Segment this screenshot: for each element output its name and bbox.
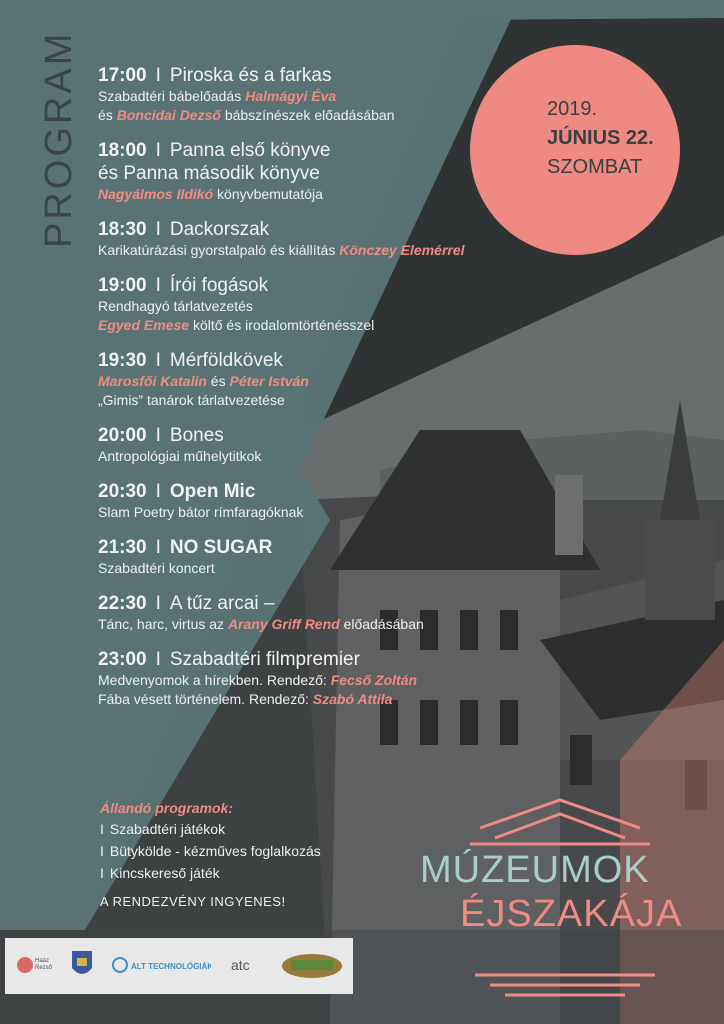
permanent-item-label: Szabadtéri játékok xyxy=(109,821,226,837)
description-text: Tánc, harc, virtus az xyxy=(98,616,228,632)
performer-name: Halmágyi Éva xyxy=(245,88,337,104)
separator: I xyxy=(155,275,161,296)
program-title: Open Mic xyxy=(169,481,256,502)
program-item xyxy=(98,424,538,466)
date-weekday: SZOMBAT xyxy=(547,156,643,178)
program-title: Piroska és a farkas xyxy=(169,65,332,86)
program-description xyxy=(98,615,538,634)
program-item xyxy=(98,536,538,578)
performer-name: Fecső Zoltán xyxy=(330,672,418,688)
program-time: 17:00 xyxy=(98,65,147,86)
permanent-item xyxy=(100,862,321,884)
event-title-line2: ÉJSZAKÁJA xyxy=(460,893,683,935)
program-time: 18:30 xyxy=(98,219,147,240)
program-description xyxy=(98,503,538,522)
sponsor-bar xyxy=(5,938,353,994)
description-text: könyvbemutatója xyxy=(213,186,323,202)
program-item xyxy=(98,274,538,335)
program-description xyxy=(98,559,538,578)
program-item xyxy=(98,648,538,709)
separator: I xyxy=(155,649,161,670)
event-title-line1: MÚZEUMOK xyxy=(420,849,650,891)
program-description xyxy=(98,241,538,260)
sponsor-logo-alt xyxy=(111,955,211,977)
program-time: 20:30 xyxy=(98,481,147,502)
sponsor-logo-gyongyi xyxy=(279,948,345,984)
description-text: Medvenyomok a hírekben. Rendező: xyxy=(98,672,331,688)
separator: I xyxy=(155,593,161,614)
description-text: „Gimis” tanárok tárlatvezetése xyxy=(98,392,285,408)
performer-name: Nagyálmos Ildikó xyxy=(98,186,214,202)
svg-text:Rezső: Rezső xyxy=(35,965,53,971)
program-item xyxy=(98,64,538,125)
permanent-item xyxy=(100,840,321,862)
date-day: JÚNIUS 22. xyxy=(547,127,654,149)
svg-text:atc: atc xyxy=(231,957,250,973)
sponsor-logo-crest xyxy=(69,948,95,984)
separator: I xyxy=(155,219,161,240)
permanent-item xyxy=(100,818,321,840)
description-text: Fába vésett történelem. Rendező: xyxy=(98,691,313,707)
program-item-heading xyxy=(98,480,538,503)
program-description xyxy=(98,106,538,125)
program-description xyxy=(98,690,538,709)
program-item-heading xyxy=(98,64,538,87)
program-description xyxy=(98,316,538,335)
program-item-heading xyxy=(98,648,538,671)
program-item-heading xyxy=(98,424,538,447)
program-item-heading xyxy=(98,592,538,615)
description-text: Antropológiai műhelytitkok xyxy=(98,448,262,464)
performer-name: Marosfői Katalin xyxy=(98,373,207,389)
program-title: Mérföldkövek xyxy=(169,350,283,371)
program-title: Írói fogások xyxy=(169,275,269,296)
separator: I xyxy=(100,843,104,859)
program-item-heading xyxy=(98,218,538,241)
separator: I xyxy=(155,425,161,446)
program-title: Szabadtéri filmpremier xyxy=(169,649,360,670)
performer-name: Arany Griff Rend xyxy=(227,616,340,632)
separator: I xyxy=(155,65,161,86)
separator: I xyxy=(155,350,161,371)
program-time: 23:00 xyxy=(98,649,147,670)
program-description xyxy=(98,671,538,690)
separator: I xyxy=(155,537,161,558)
permanent-title: Állandó programok: xyxy=(100,800,234,816)
sponsor-logo-atc xyxy=(227,950,263,982)
event-title xyxy=(420,848,720,936)
program-item-heading xyxy=(98,349,538,372)
date-year: 2019. xyxy=(547,98,598,120)
program-item xyxy=(98,218,538,260)
program-title: Dackorszak xyxy=(169,219,270,240)
program-time: 18:00 xyxy=(98,140,147,161)
program-title: Panna első könyve xyxy=(169,140,331,161)
description-text: költő és irodalomtörténésszel xyxy=(189,317,375,333)
program-item-heading xyxy=(98,139,538,162)
svg-text:Haáz: Haáz xyxy=(35,958,50,964)
separator: I xyxy=(155,140,161,161)
program-time: 20:00 xyxy=(98,425,147,446)
free-entry-note: A RENDEZVÉNY INGYENES! xyxy=(100,894,286,909)
program-item-heading xyxy=(98,274,538,297)
program-title-line2: és Panna második könyve xyxy=(98,163,320,184)
description-text: és xyxy=(98,107,117,123)
program-description xyxy=(98,372,538,391)
description-text: előadásában xyxy=(339,616,424,632)
program-description xyxy=(98,391,538,410)
description-text: bábszínészek előadásában xyxy=(220,107,395,123)
program-item xyxy=(98,139,538,204)
svg-text:ALT TECHNOLÓGIÁK: ALT TECHNOLÓGIÁK xyxy=(131,962,211,971)
program-description xyxy=(98,185,538,204)
performer-name: Könczey Elemérrel xyxy=(339,242,465,258)
permanent-item-label: Kincskereső játék xyxy=(109,865,220,881)
description-text: Rendhagyó tárlatvezetés xyxy=(98,298,253,314)
performer-name: Egyed Emese xyxy=(98,317,190,333)
separator: I xyxy=(100,821,104,837)
program-item xyxy=(98,349,538,410)
sponsor-logo-museum xyxy=(13,947,53,985)
program-heading: PROGRAM xyxy=(38,30,80,248)
description-text: Karikatúrázási gyorstalpaló és kiállítás xyxy=(98,242,340,258)
program-title: NO SUGAR xyxy=(169,537,273,558)
program-item xyxy=(98,480,538,522)
permanent-programs xyxy=(100,798,321,909)
program-list xyxy=(98,64,538,723)
separator: I xyxy=(155,481,161,502)
description-text: Szabadtéri koncert xyxy=(98,560,215,576)
program-time: 19:30 xyxy=(98,350,147,371)
description-text: és xyxy=(206,373,230,389)
performer-name: Boncidai Dezső xyxy=(116,107,221,123)
program-title: Bones xyxy=(169,425,224,446)
performer-name: Péter István xyxy=(229,373,309,389)
description-text: Szabadtéri bábelőadás xyxy=(98,88,246,104)
description-text: Slam Poetry bátor rímfaragóknak xyxy=(98,504,304,520)
permanent-item-label: Bütykölde - kézműves foglalkozás xyxy=(109,843,321,859)
program-time: 21:30 xyxy=(98,537,147,558)
separator: I xyxy=(100,865,104,881)
permanent-items xyxy=(100,818,321,884)
performer-name: Szabó Attila xyxy=(312,691,393,707)
program-time: 22:30 xyxy=(98,593,147,614)
program-item xyxy=(98,592,538,634)
program-item-heading xyxy=(98,536,538,559)
event-date xyxy=(547,95,654,182)
program-time: 19:00 xyxy=(98,275,147,296)
program-description xyxy=(98,447,538,466)
program-title: A tűz arcai – xyxy=(169,593,275,614)
program-description xyxy=(98,297,538,316)
program-description xyxy=(98,87,538,106)
